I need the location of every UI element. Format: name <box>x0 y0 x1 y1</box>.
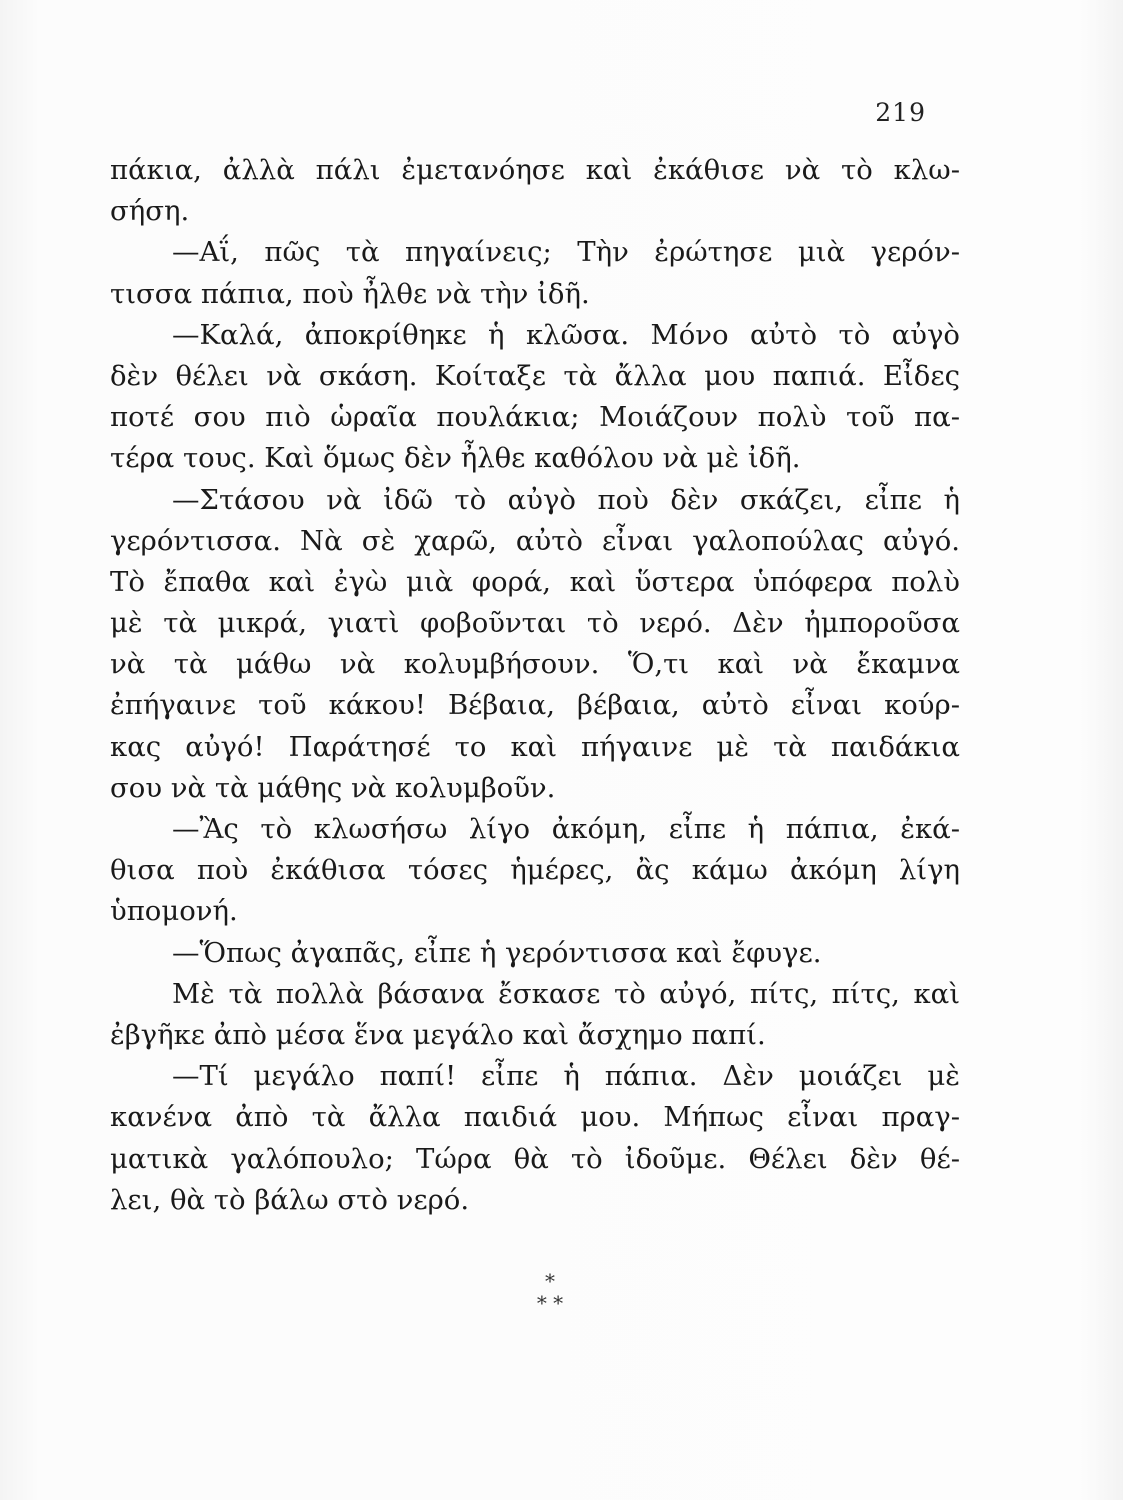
text-line: σήση. <box>110 195 190 228</box>
text-line: ὑπομονή. <box>110 895 238 928</box>
text-line: ἐβγῆκε ἀπὸ μέσα ἕνα μεγάλο καὶ ἄσχημο παπί. <box>110 1018 766 1051</box>
text-line: τισσα πάπια, ποὺ ἦλθε νὰ τὴν ἰδῆ. <box>110 277 590 310</box>
text-line: τέρα τους. Καὶ ὅμως δὲν ἦλθε καθόλου νὰ μὲ ἰδῆ. <box>110 442 801 475</box>
text-line: —Ἂς τὸ κλωσήσω λίγο ἀκόμη, εἶπε ἡ πάπια, ἐκά- <box>172 813 960 845</box>
text-line: πάκια, ἀλλὰ πάλι ἐμετανόησε καὶ ἐκάθισε νὰ τὸ κλω- <box>110 154 960 186</box>
body-text <box>110 150 960 1221</box>
text-line: μὲ τὰ μικρά, γιατὶ φοβοῦνται τὸ νερό. Δὲν ἠμποροῦσα <box>110 607 960 640</box>
text-line: —Καλά, ἀποκρίθηκε ἡ κλῶσα. Μόνο αὐτὸ τὸ αὐγὸ <box>172 318 960 351</box>
text-line: κανένα ἀπὸ τὰ ἄλλα παιδιά μου. Μήπως εἶναι πραγ- <box>110 1101 960 1134</box>
section-separator <box>520 1270 580 1314</box>
text-line: νὰ τὰ μάθω νὰ κολυμβήσουν. Ὅ,τι καὶ νὰ ἔκαμνα <box>110 648 960 681</box>
text-line: γερόντισσα. Νὰ σὲ χαρῶ, αὐτὸ εἶναι γαλοπούλας αὐγό. <box>110 524 960 557</box>
text-line: ποτέ σου πιὸ ὡραῖα πουλάκια; Μοιάζουν πολὺ τοῦ πα- <box>110 401 960 434</box>
separator-top: * <box>545 1269 555 1293</box>
text-line: ἐπήγαινε τοῦ κάκου! Βέβαια, βέβαια, αὐτὸ εἶναι κούρ- <box>110 689 960 722</box>
text-line: δὲν θέλει νὰ σκάση. Κοίταξε τὰ ἄλλα μου παπιά. Εἶδες <box>110 359 960 392</box>
text-line: —Ὅπως ἀγαπᾶς, εἶπε ἡ γερόντισσα καὶ ἔφυγε. <box>172 936 822 969</box>
text-line: —Τί μεγάλο παπί! εἶπε ἡ πάπια. Δὲν μοιάζει μὲ <box>172 1060 960 1093</box>
text-line: σου νὰ τὰ μάθης νὰ κολυμβοῦν. <box>110 771 556 804</box>
text-line: Μὲ τὰ πολλὰ βάσανα ἔσκασε τὸ αὐγό, πίτς, πίτς, καὶ <box>172 977 960 1010</box>
text-line: —Στάσου νὰ ἰδῶ τὸ αὐγὸ ποὺ δὲν σκάζει, εἶπε ἡ <box>172 483 960 516</box>
separator-bottom: * * <box>536 1291 564 1315</box>
text-line: ματικὰ γαλόπουλο; Τώρα θὰ τὸ ἰδοῦμε. Θέλει δὲν θέ- <box>110 1142 960 1175</box>
text-line: κας αὐγό! Παράτησέ το καὶ πήγαινε μὲ τὰ παιδάκια <box>110 730 960 763</box>
text-line: θισα ποὺ ἐκάθισα τόσες ἡμέρες, ἂς κάμω ἀκόμη λίγη <box>110 854 960 887</box>
text-line: Τὸ ἔπαθα καὶ ἐγὼ μιὰ φορά, καὶ ὕστερα ὑπόφερα πολὺ <box>110 565 960 598</box>
text-line: —Αΐ, πῶς τὰ πηγαίνεις; Τὴν ἐρώτησε μιὰ γερόν- <box>172 236 960 269</box>
text-line: λει, θὰ τὸ βάλω στὸ νερό. <box>110 1183 470 1216</box>
page-number: 219 <box>875 98 926 127</box>
